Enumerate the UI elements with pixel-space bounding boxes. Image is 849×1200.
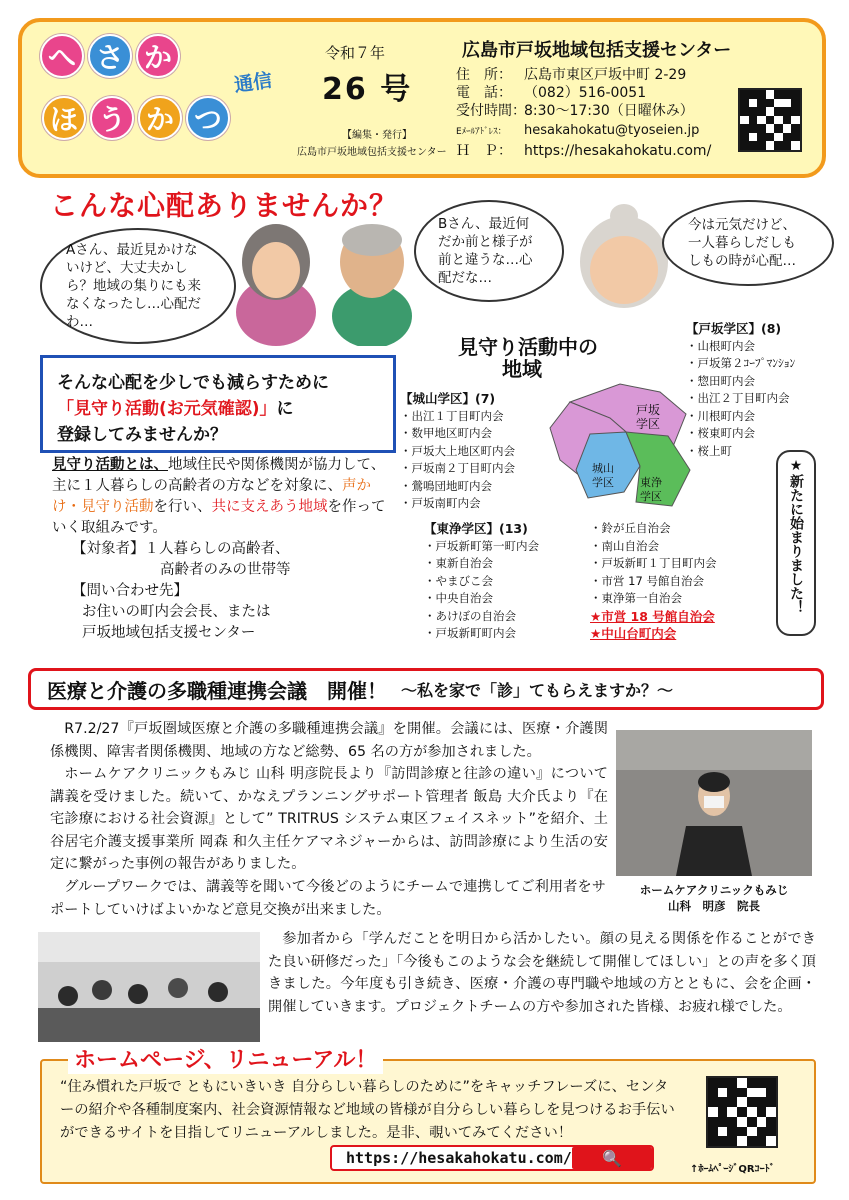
new-notice-box: ★新たに始まりました！: [776, 450, 816, 636]
elderly-couple-illustration: [232, 206, 432, 346]
map-title: 見守り活動中の 地域: [458, 335, 598, 381]
homepage-renewal-text: “住み慣れた戸坂で ともにいきいき 自分らしい暮らしのために”をキャッチフレーズに、センターの紹介や各種制度案内、社会資源情報など地域の皆様が自分らしい暮らしを見つけるお手伝いができるサイトを目指してリニューアルしました。是非、覗いてみてください！: [60, 1079, 675, 1141]
homepage-qr-code-icon: [706, 1076, 778, 1148]
svg-text:戸坂: 戸坂: [636, 403, 661, 417]
logo-char: う: [90, 96, 134, 140]
svg-text:学区: 学区: [640, 490, 662, 503]
contact-label: 【問い合わせ先】: [72, 583, 188, 599]
logo-char: か: [136, 34, 180, 78]
homepage-url[interactable]: https://hesakahokatu.com/: [346, 1149, 572, 1167]
header-panel: [18, 18, 826, 178]
mimamori-callout: そんな心配を少しでも減らすために 「見守り活動(お元気確認)」に 登録してみませんか？: [40, 355, 396, 453]
conference-body-group: グループワークでは、講義等を聞いて今後どのようにチームで連携してご利用者をサポートしていけばよいかなど意見交換が出来ました。: [50, 879, 606, 918]
conference-body-top: R7.2/27『戸坂圏域医療と介護の多職種連携会議』を開催。会議には、医療・介護関係機関、障害者関係機関、地域の方など総勢、65 名の方が参加されました。 ホームケアクリニックもみじ 山科 明彦院長より『訪問診療と往診の違い』について講義を受けました。続いて、かなえプランニングサポート管理者 飯島 大介氏より『在宅診療における社会資源』として” TRITRUS システム東区フェイスネット”を紹介、土谷居宅介護支援事業所 岡森 和久主任ケアマネジャーからは、訪問診療により生活の安定に繋がった事例の報告がありました。: [50, 721, 608, 872]
info-phone: 電 話： （082）516-0051: [456, 85, 647, 101]
worry-heading: こんな心配ありませんか？: [50, 189, 399, 222]
svg-text:城山: 城山: [592, 462, 614, 475]
conference-subtitle: ～私を家で「診」てもらえますか？～: [401, 680, 674, 700]
speech-bubble-b: Bさん、最近何だか前と様子が前と違うな…心配だな…: [414, 200, 564, 302]
info-hours: 受付時間：8:30～17:30（日曜休み）: [456, 103, 694, 119]
homepage-url-bar[interactable]: [330, 1145, 654, 1171]
info-homepage: Ｈ Ｐ： https://hesakahokatu.com/: [456, 143, 712, 159]
district-map: [540, 374, 700, 512]
target-label: 【対象者】１人暮らしの高齢者、: [72, 541, 290, 557]
issue-number: 26 号: [322, 72, 413, 107]
center-name: 広島市戸坂地域包括支援センター: [462, 40, 732, 61]
logo-char: さ: [88, 34, 132, 78]
issue-publisher: 広島市戸坂地域包括支援センター: [297, 147, 447, 158]
target-detail: 高齢者のみの世帯等: [160, 562, 291, 578]
contact-line-2: 戸坂地域包括支援センター: [82, 625, 256, 641]
speaker-photo: [616, 730, 812, 876]
search-icon[interactable]: 🔍: [572, 1147, 652, 1169]
logo-char: へ: [40, 34, 84, 78]
logo-char: ほ: [42, 96, 86, 140]
issue-label: 【編集・発行】: [342, 130, 412, 141]
district-list-tojo-col2: ・鈴が丘自治会 ・南山自治会 ・戸坂新町１丁目町内会 ・市営 17 号館自治会 ・東浄第一自治会 ★市営 18 号館自治会 ★中山台町内会: [590, 521, 717, 641]
logo-suffix: 通信: [232, 69, 274, 97]
issue-era: 令和７年: [325, 44, 386, 62]
logo-bottom-row: [42, 96, 230, 140]
speech-bubble-c: 今は元気だけど、一人暮らしだしもしもの時が心配…: [662, 200, 834, 286]
group-work-photo: [38, 932, 260, 1042]
qr-code-icon: [738, 88, 802, 152]
callout-highlight: 「見守り活動(お元気確認)」: [57, 399, 277, 419]
info-email: Eﾒｰﾙｱﾄﾞﾚｽ： hesakahokatu@tyoseien.jp: [456, 123, 700, 138]
conference-body-bottom: 参加者から「学んだことを明日から活かしたい。顔の見える関係を作ることができた良い研修だった」「今後もこのような会を継続して開催してほしい」との声を多く頂きました。今年度も引き続き、医療・介護の専門職や地域の方とともに、会を企画・開催していきます。プロジェクトチームの方や参加された皆様、お疲れ様でした。: [268, 931, 816, 1015]
district-list-hesaka: 【戸坂学区】(8) ・山根町内会 ・戸坂第２ｺｰﾌﾟﾏﾝｼｮﾝ ・惣田町内会 ・出江２丁目町内会 ・川根町内会 ・桜東町内会 ・桜上町: [686, 321, 796, 458]
elderly-woman-illustration: [572, 200, 676, 310]
svg-text:東浄: 東浄: [640, 476, 662, 489]
contact-line-1: お住いの町内会会長、または: [82, 604, 271, 620]
logo-char: か: [138, 96, 182, 140]
photo-caption: ホームケアクリニックもみじ 山科 明彦 院長: [639, 883, 789, 913]
info-address: 住 所： 広島市東区戸坂中町 2-29: [456, 67, 687, 83]
qr-caption: ↑ﾎｰﾑﾍﾟｰｼﾞQRｺｰﾄﾞ: [690, 1164, 775, 1175]
svg-text:学区: 学区: [636, 417, 661, 431]
mimamori-description: 見守り活動とは、地域住民や関係機関が協力して、主に１人暮らしの高齢者の方などを対象に、声かけ・見守り活動を行い、共に支えあう地域を作っていく取組みです。 【対象者】１人暮らしの高齢者、 高齢者のみの世帯等 【問い合わせ先】 お住いの町内会会長、または 戸坂地域包括支援センター: [52, 455, 392, 644]
logo-char: つ: [186, 96, 230, 140]
homepage-renewal-title: ホームページ、リニューアル！: [68, 1043, 383, 1074]
conference-title: 医療と介護の多職種連携会議 開催！: [47, 678, 387, 703]
speech-bubble-a: Aさん、最近見かけないけど、大丈夫かしら？地域の集りにも来なくなったし…心配だわ…: [40, 228, 236, 344]
district-list-shiroyama: 【城山学区】(7) ・出江１丁目町内会 ・数甲地区町内会 ・戸坂大上地区町内会 ・戸坂南２丁目町内会 ・鶯鳴団地町内会 ・戸坂南町内会: [400, 391, 515, 510]
district-list-tojo-col1: 【東浄学区】(13) ・戸坂新町第一町内会 ・東新自治会 ・やまびこ会 ・中央自治会 ・あけぼの自治会 ・戸坂新町町内会: [424, 521, 539, 640]
logo-top-row: [40, 34, 180, 78]
conference-title-bar: [28, 668, 824, 710]
svg-text:学区: 学区: [592, 476, 614, 489]
